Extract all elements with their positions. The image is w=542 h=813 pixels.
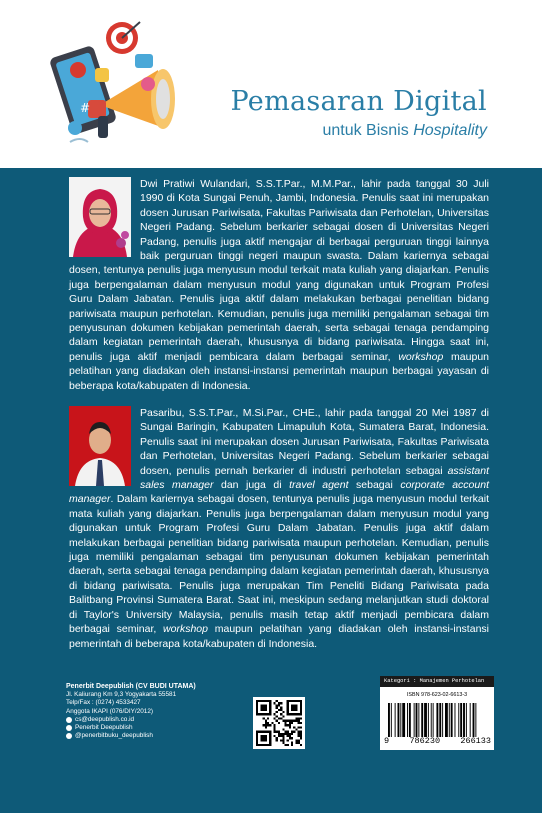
barcode-bars bbox=[388, 703, 486, 737]
facebook-icon bbox=[66, 725, 72, 731]
qr-code bbox=[253, 697, 305, 749]
author-bio-1 bbox=[69, 177, 489, 393]
author-bio-2 bbox=[69, 406, 489, 651]
publisher-instagram[interactable]: @penerbitbuku_deepublish bbox=[75, 732, 153, 740]
isbn-text: ISBN 978-623-02-6613-3 bbox=[406, 692, 468, 698]
target-icon bbox=[106, 22, 140, 54]
author-photo-2 bbox=[69, 406, 131, 486]
author2-segment: travel agent bbox=[289, 479, 349, 492]
email-icon bbox=[66, 717, 72, 723]
digital-marketing-illustration bbox=[40, 10, 210, 160]
barcode-group-1: 786230 bbox=[409, 736, 441, 746]
author2-segment: sebagai bbox=[348, 479, 401, 492]
author2-segment: maupun pelatihan yang diadakan oleh instansi-instansi pemerintah di beberapa kota/kabupaten di Indonesia. bbox=[69, 623, 489, 650]
publisher-address: Jl. Kaliurang Km 9,3 Yogyakarta 55581 bbox=[66, 691, 177, 699]
publisher-name: Penerbit Deepublish (CV BUDI UTAMA) bbox=[66, 683, 196, 690]
subtitle-italic: Hospitality bbox=[413, 122, 487, 139]
author1-segment: Dwi Pratiwi Wulandari, S.S.T.Par., M.M.Par., lahir pada tanggal 30 Juli 1990 di Kota Sungai Penuh, Jambi, Indonesia. Penulis saat ini merupakan dosen Jurusan Pariwisata, Fakultas Pariwisata dan Perhotelan, Universitas Negeri Padang. Sebelum berkarier sebagai dosen di Universitas Negeri Padang, penulis juga aktif mengajar di berbagai perguruan tinggi lainnya baik perguruan tinggi negeri maupun swasta. Dalam kariernya sebagai dosen, tentunya penulis juga menyusun modul terkait mata kuliah yang diajarkan. Penulis juga berpengalaman dalam menyusun modul yang digunakan untuk Program Profesi Guru Dalam Jabatan. Penulis juga aktif dalam melakukan berbagai penelitian bidang pariwisata maupun perhotelan. Kemudian, penulis juga memiliki pengalaman sebagai tim penyusunan dokumen kebijakan pemerintah daerah, serta sebagai tenaga pendamping dalam kegiatan pemerintah daerah, khususnya di bidang pariwisata. Hingga saat ini, penulis juga aktif menjadi pembicara dalam berbagai seminar, bbox=[69, 178, 490, 363]
isbn-barcode bbox=[380, 676, 494, 750]
svg-text:#: # bbox=[80, 101, 91, 115]
publisher-facebook-row bbox=[66, 724, 196, 732]
book-subtitle bbox=[322, 122, 487, 140]
publisher-email[interactable]: cs@deepublish.co.id bbox=[75, 715, 135, 723]
barcode-digit-1: 9 bbox=[384, 736, 390, 746]
qr-code-pattern bbox=[256, 700, 302, 746]
cover-header bbox=[0, 0, 542, 168]
author2-segment: assistant sales manager bbox=[140, 464, 489, 492]
publisher-instagram-row bbox=[66, 732, 196, 740]
publisher-ikapi: Anggota IKAPI (076/DIY/2012) bbox=[66, 707, 154, 715]
author2-segment: dan juga di bbox=[213, 479, 290, 492]
subtitle-prefix: untuk Bisnis bbox=[322, 122, 414, 139]
author2-segment: Pasaribu, S.S.T.Par., M.Si.Par., CHE., lahir pada tanggal 20 Mei 1987 di Sungai Baringin, Kabupaten Limapuluh Kota, Sumatera Barat, Indonesia. Penulis saat ini merupakan dosen Jurusan Pariwisata, Fakultas Pariwisata dan Perhotelan, Universitas Negeri Padang. Sebelum berkarier sebagai dosen, penulis pernah berkarier di industri perhotelan sebagai bbox=[140, 407, 489, 477]
publisher-info bbox=[66, 683, 196, 740]
category-label: Kategori : Manajemen Perhotelan bbox=[380, 676, 494, 687]
publisher-phone: Telp/Fax : (0274) 4533427 bbox=[66, 699, 141, 707]
publisher-email-row bbox=[66, 716, 196, 724]
barcode-numbers bbox=[380, 736, 494, 746]
author-bio-1-text bbox=[69, 178, 489, 392]
author-portrait-1 bbox=[69, 177, 131, 257]
instagram-icon bbox=[66, 733, 72, 739]
author-bio-2-text bbox=[69, 407, 489, 650]
author-portrait-2 bbox=[69, 406, 131, 486]
barcode-group-2: 266133 bbox=[460, 736, 491, 746]
author2-segment: workshop bbox=[163, 623, 208, 636]
author1-segment: maupun pelatihan yang diadakan oleh instansi-instansi pemerintah maupun berbagai yayasan di beberapa kota/kabupaten di Indonesia. bbox=[69, 350, 489, 392]
author2-segment: . Dalam kariernya sebagai dosen, tentunya penulis juga menyusun modul terkait mata kuliah yang diajarkan. Penulis juga berpengalaman dalam menyusun modul yang digunakan untuk Program Profesi Guru Dalam Jabatan. Penulis juga aktif dalam melakukan berbagai penelitian bidang pariwisata maupun perhotelan. Kemudian, penulis juga memiliki pengalaman sebagai tim penyusunan dokumen kebijakan pemerintah daerah, serta sebagai tenaga pendamping dalam kegiatan pemerintah daerah, khususnya di bidang pariwisata. Penulis juga merupakan Tim Peneliti Bidang Pariwisata pada Balitbang Provinsi Sumatera Barat. Saat ini, meskipun sedang melanjutkan studi doktoral di Taylor's University Malaysia, penulis masih tetap aktif menjadi pembicara dalam berbagai seminar, bbox=[69, 493, 489, 636]
book-title: Pemasaran Digital bbox=[230, 86, 487, 117]
author1-segment: workshop bbox=[398, 350, 444, 363]
publisher-facebook[interactable]: Penerbit Deepublish bbox=[75, 724, 133, 732]
author-photo-1 bbox=[69, 177, 131, 257]
author2-segment: corporate account manager bbox=[69, 479, 489, 506]
